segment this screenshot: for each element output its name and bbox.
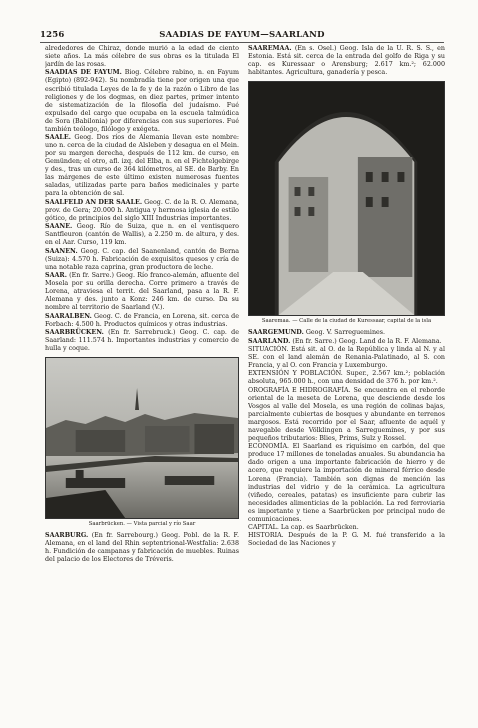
kuressaar-street-photo bbox=[248, 81, 445, 316]
dictionary-entry bbox=[248, 387, 445, 443]
left-bottom-entries bbox=[45, 532, 239, 564]
dictionary-entry bbox=[248, 524, 445, 532]
dictionary-entry bbox=[45, 329, 239, 353]
entry-headword: SAARGEMUND. bbox=[248, 329, 304, 337]
entry-headword: SAAR. bbox=[45, 272, 67, 280]
dictionary-entry bbox=[45, 532, 239, 564]
entry-headword: SAANE. bbox=[45, 223, 73, 231]
entry-text: Biog. Célebre rabino, n. en Fayum (Egipto) (892-942). Su nombradía tiene por origen una que escribió titulada Leyes de la fe y de la razón o Libro de las religiones y de los dogmas, en diez partes, primer intento de sistematización de la filosofía del judaísmo. Fué expulsado del cargo que ocupaba en la escuela talmúdica de Sora (Babilonia) por diferencias con sus superiores. Fué también teólogo, filólogo y exégeta. bbox=[45, 69, 239, 133]
entry-headword: SAARALBEN. bbox=[45, 312, 92, 320]
entry-headword: SAANEN. bbox=[45, 247, 78, 255]
entry-text: EXTENSIÓN Y POBLACIÓN. Super., 2.567 km.²; población absoluta, 965.000 h., con una densidad de 376 h. por km.². bbox=[248, 370, 445, 386]
dictionary-entry bbox=[248, 338, 445, 346]
dictionary-entry bbox=[248, 443, 445, 523]
entry-headword: SAADIAS DE FAYUM. bbox=[45, 69, 122, 77]
entry-text: (En fr. Sarrebourg.) Geog. Pobl. de la R. F. Alemana, en el land del Rhin septentrional-Westfalia: 2.638 h. Fundición de campanas y fabricación de muebles. Ruinas del palacio de los Electores de Tréveris. bbox=[45, 532, 239, 564]
entry-headword: SAARLAND. bbox=[248, 337, 291, 345]
entry-headword: SAAREMAA. bbox=[248, 45, 292, 52]
right-column bbox=[248, 45, 445, 690]
right-figure-caption: Saaremaa. — Calle de la ciudad de Kuressaar, capital de la isla bbox=[261, 318, 432, 325]
river-scene-image bbox=[46, 358, 238, 518]
dictionary-entry bbox=[45, 223, 239, 247]
dictionary-entry bbox=[45, 199, 239, 223]
right-entries bbox=[248, 329, 445, 548]
dictionary-entry bbox=[248, 329, 445, 337]
dictionary-entry bbox=[45, 69, 239, 133]
dictionary-entry bbox=[45, 248, 239, 272]
saarbrucken-photo bbox=[45, 357, 239, 519]
entry-text: OROGRAFÍA E HIDROGRAFÍA. Se encuentra en el reborde oriental de la meseta de Lorena, que desciende desde los Vosgos al valle del Mosela, es una región de colinas bajas, parcialmente cubiertas de bosques y abundante en terrenos margosos. Está recorrido por el Saar, afluente de aquél y navegable desde Völklingen a Sarreguemines, y por sus pequeños tributarios: Blies, Prims, Sulz y Rossel. bbox=[248, 386, 445, 442]
entry-headword: SAARBURG. bbox=[45, 532, 89, 540]
archway-street-image bbox=[249, 82, 444, 315]
dictionary-entry bbox=[45, 134, 239, 198]
entry-text: (En fr. Sarre.) Geog. Land de la R. F. Alemana. bbox=[292, 337, 442, 345]
left-entries bbox=[45, 45, 239, 353]
dictionary-entry bbox=[248, 45, 445, 77]
entry-text: Geog. Dos ríos de Alemania llevan este nombre: uno n. cerca de la ciudad de Alsleben y desagua en el Mein. por su margen derecha, después de 112 km. de curso, en Gemünden; el otro, afl. izq. del Elba, n. en el Fichtelgebirge y des., tras un curso de 364 kilómetros, al SE. de Barby. En las márgenes de este último existen numerosas fuentes saladas, utilizadas parte para baños medicinales y parte para la obtención de sal. bbox=[45, 134, 239, 198]
left-column bbox=[45, 45, 239, 690]
dictionary-entry bbox=[45, 45, 239, 69]
entry-text: (En s. Osel.) Geog. Isla de la U. R. S. S., en Estonia. Está sit. cerca de la entrada del golfo de Riga y su cap. es Kuressaar o Arensburg; 2.617 km.²; 62.000 habitantes. Agricultura, ganadería y pesca. bbox=[248, 45, 445, 77]
entry-headword: SAALFELD AN DER SAALE. bbox=[45, 198, 143, 206]
dictionary-entry bbox=[248, 346, 445, 370]
entry-text: ECONOMÍA. El Saarland es riquísimo en carbón, del que produce 17 millones de toneladas anuales. Su abundancia ha dado origen a una importante fabricación de hierro y de acero, que requiere la importación de mineral férrico desde Lorena (Francia). También son dignas de mención las industrias del vidrio y de la cerámica. La agricultura (viñedo, cereales, patatas) es insuficiente para cubrir las necesidades alimenticias de la población. La red ferroviaria es importante y tiene a Saarbrücken por principal nudo de comunicaciones. bbox=[248, 443, 445, 523]
entry-text: SITUACIÓN. Está sit. al O. de la República y linda al N. y al SE. con el land alemán de Renania-Palatinado, al S. con Francia, y al O. con Francia y Luxemburgo. bbox=[248, 345, 445, 369]
dictionary-entry bbox=[248, 532, 445, 548]
entry-text: Geog. C. cap. del Saanenland, cantón de Berna (Suiza): 4.570 h. Fabricación de exquisitos quesos y cría de una notable raza caprina, gran productora de leche. bbox=[45, 247, 239, 271]
running-header bbox=[40, 30, 444, 43]
dictionary-entry bbox=[45, 313, 239, 329]
entry-text: HISTORIA. Después de la P. G. M. fué transferido a la Sociedad de las Naciones y bbox=[248, 532, 445, 548]
entry-text: CAPITAL. La cap. es Saarbrücken. bbox=[248, 524, 359, 532]
entry-headword: SAALE. bbox=[45, 134, 71, 142]
entry-text: Geog. Río de Suiza, que n. en el ventisquero Santfleuron (cantón de Wallis), a 2.250 m. de altura, y des. en el Aar. Curso, 119 km. bbox=[45, 223, 239, 247]
entry-headword: SAARBRÜCKEN. bbox=[45, 329, 104, 337]
page-number: 1256 bbox=[40, 30, 65, 40]
entry-text: Geog. C. de Francia, en Lorena, sit. cerca de Forbach: 4.500 h. Productos químicos y otras industrias. bbox=[45, 312, 239, 328]
dictionary-entry bbox=[248, 370, 445, 386]
entry-text: Geog. C. de la R. O. Alemana, prov. de Gera; 20.000 h. Antigua y hermosa iglesia de estilo gótico, de principios del siglo XIII Industrias importantes. bbox=[45, 198, 239, 222]
dictionary-entry bbox=[45, 272, 239, 312]
left-figure-caption: Saarbrücken. — Vista parcial y río Saar bbox=[88, 521, 196, 528]
entry-text: (En fr. Sarrebruck.) Geog. C. cap. de Saarland: 111.574 h. Importantes industrias y comercio de hulla y coque. bbox=[45, 329, 239, 353]
running-title: SAADIAS DE FAYUM—SAARLAND bbox=[159, 30, 325, 40]
entry-text: Geog. V. Sarreguemines. bbox=[305, 329, 386, 337]
entry-text: (En fr. Sarre.) Geog. Río franco-alemán, afluente del Mosela por su orilla derecha. Corre primero a través de Lorena, atraviesa el territ. del Saarland, pasa a la R. F. Alemana y des. junto a Konz: 246 km. de curso. Da su nombre al territorio de Saarland (V.). bbox=[45, 272, 239, 312]
entry-text: alrededores de Chiraz, donde murió a la edad de ciento siete años. La más célebre de sus obras es la titulada El jardín de las rosas. bbox=[45, 45, 239, 69]
right-top-entries bbox=[248, 45, 445, 77]
